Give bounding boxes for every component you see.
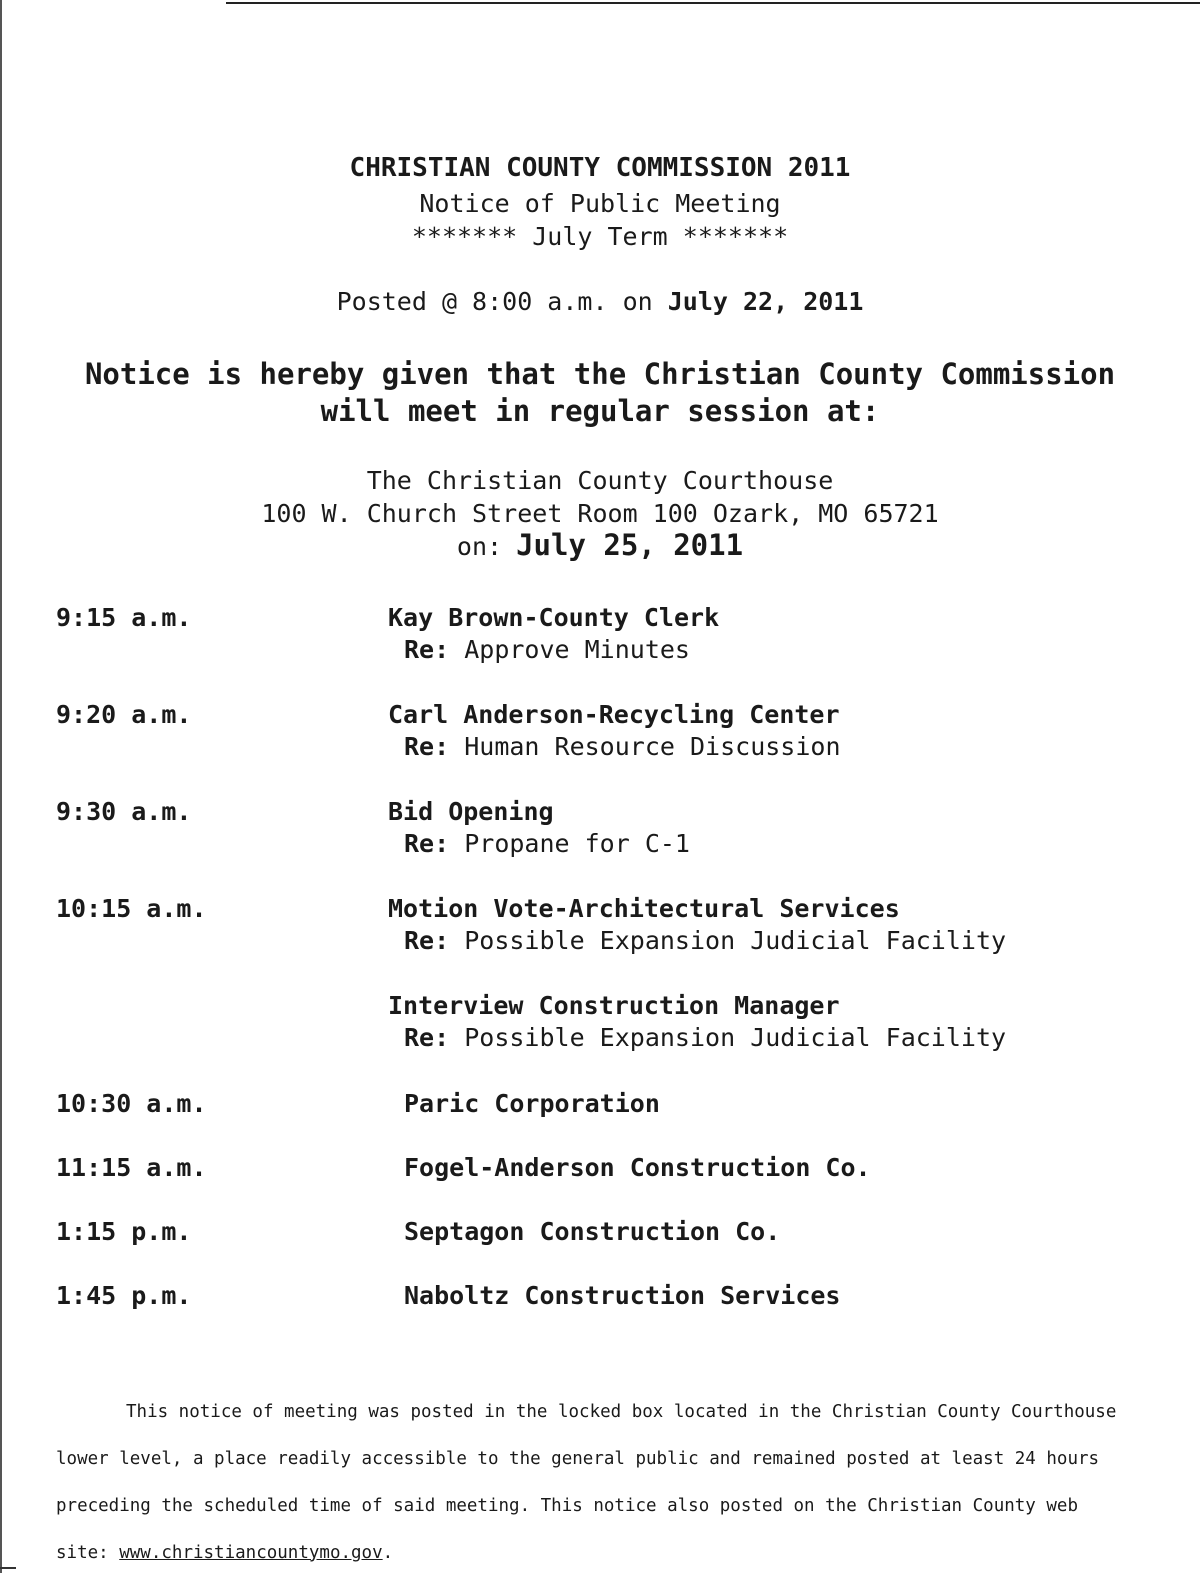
agenda-item-name: Naboltz Construction Services [404, 1281, 841, 1310]
re-label: Re: [404, 926, 450, 955]
agenda-item-re [388, 828, 690, 860]
agenda-item-name: Kay Brown-County Clerk [388, 603, 720, 632]
footer-line-4 [56, 1542, 1156, 1566]
posting-statement [56, 1377, 1156, 1589]
footer-line-2: lower level, a place readily accessible to the general public and remained posted at least 24 hours [56, 1448, 1100, 1469]
re-text: Possible Expansion Judicial Facility [464, 926, 1007, 955]
scan-border-top [226, 2, 1200, 4]
agenda-item-name: Septagon Construction Co. [404, 1217, 781, 1246]
scan-mark-bottom [0, 1567, 16, 1569]
agenda-item-name: Fogel-Anderson Construction Co. [404, 1153, 871, 1182]
meeting-date-line [0, 528, 1200, 562]
agenda-item-re [388, 731, 841, 763]
agenda-item-name: Motion Vote-Architectural Services [388, 894, 900, 923]
location-address: 100 W. Church Street Room 100 Ozark, MO 65721 [261, 499, 939, 528]
re-text: Human Resource Discussion [464, 732, 841, 761]
footer-line-3: preceding the scheduled time of said meeting. This notice also posted on the Christian County web [56, 1495, 1078, 1516]
county-website-link[interactable]: www.christiancountymo.gov [119, 1542, 383, 1563]
document-title: CHRISTIAN COUNTY COMMISSION 2011 [349, 153, 851, 183]
agenda-time: 1:45 p.m. [56, 1281, 192, 1310]
agenda-time: 9:15 a.m. [56, 603, 192, 632]
meeting-date: July 25, 2011 [516, 528, 744, 562]
notice-line-1: Notice is hereby given that the Christian County Commission [84, 357, 1116, 391]
agenda-time: 9:20 a.m. [56, 700, 192, 729]
meeting-location [0, 464, 1200, 530]
re-label: Re: [404, 829, 450, 858]
posted-line [0, 287, 1200, 316]
agenda-item-name: Paric Corporation [404, 1089, 660, 1118]
term-label: ******* July Term ******* [411, 222, 789, 251]
agenda-time: 9:30 a.m. [56, 797, 192, 826]
notice-line-2: will meet in regular session at: [320, 394, 880, 428]
re-label: Re: [404, 732, 450, 761]
re-text: Propane for C-1 [464, 829, 690, 858]
re-text: Possible Expansion Judicial Facility [464, 1023, 1007, 1052]
meeting-date-label: on: [456, 532, 503, 561]
agenda-time: 10:15 a.m. [56, 894, 207, 923]
agenda-time: 1:15 p.m. [56, 1217, 192, 1246]
document-subtitle: Notice of Public Meeting [419, 189, 781, 218]
agenda-time: 10:30 a.m. [56, 1089, 207, 1118]
agenda-item-re [388, 634, 719, 666]
agenda-item-name: Carl Anderson-Recycling Center [388, 700, 840, 729]
agenda-item-name: Interview Construction Manager [388, 991, 840, 1020]
agenda-time: 11:15 a.m. [56, 1153, 207, 1182]
posted-prefix: Posted @ 8:00 a.m. on [336, 287, 653, 316]
agenda-item-re [388, 1022, 1006, 1054]
re-text: Approve Minutes [464, 635, 690, 664]
footer-period: . [382, 1542, 394, 1563]
notice-statement [0, 356, 1200, 430]
re-label: Re: [404, 635, 450, 664]
posted-date: July 22, 2011 [667, 287, 864, 316]
location-building: The Christian County Courthouse [366, 466, 834, 495]
footer-site-label: site: [56, 1542, 109, 1563]
agenda-item-re [388, 925, 1006, 957]
agenda-item-name: Bid Opening [388, 797, 554, 826]
footer-line-1: This notice of meeting was posted in the locked box located in the Christian County Courthouse [126, 1401, 1117, 1422]
re-label: Re: [404, 1023, 450, 1052]
